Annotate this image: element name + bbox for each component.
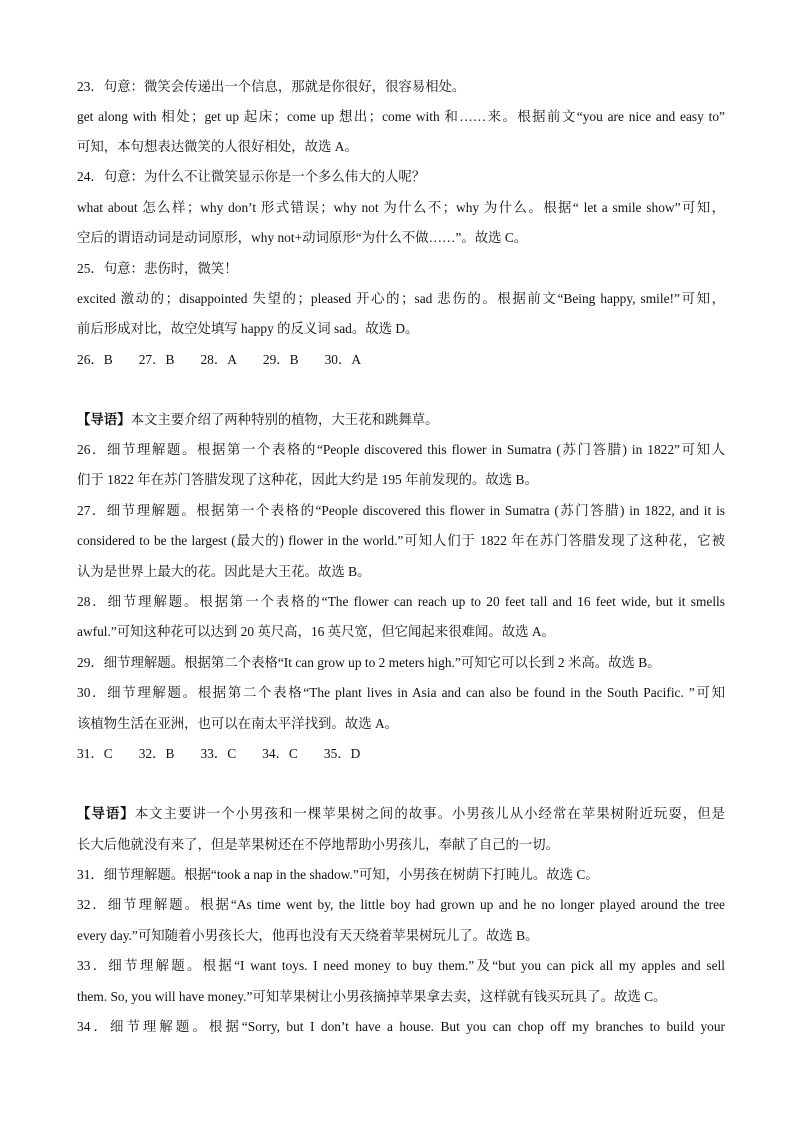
explanation-25-options: excited 激动的；disappointed 失望的；pleased 开心的；sad 悲伤的。根据前文“Being happy, smile!”可知， [77, 291, 725, 306]
guide-text: 本文主要介绍了两种特别的植物，大王花和跳舞草。 [130, 412, 439, 427]
guide-label: 【导语】 [77, 412, 131, 427]
explanation-line: 们于 1822 年在苏门答腊发现了这种花，因此大约是 195 年前发现的。故选 B。 [77, 472, 538, 487]
explanation-line: them. So, you will have money.”可知苹果树让小男孩摘掉苹果拿去卖，这样就有钱买玩具了。故选 C。 [77, 989, 667, 1004]
explanation-24-answer: 空后的谓语动词是动词原形，why not+动词原形“为什么不做……”。故选 C。 [77, 230, 528, 245]
explanation-line: 29．细节理解题。根据第二个表格“It can grow up to 2 meters high.”可知它可以长到 2 米高。故选 B。 [77, 655, 661, 670]
answer-item: 30．A [324, 352, 362, 367]
explanation-line: 该植物生活在亚洲，也可以在南太平洋找到。故选 A。 [77, 716, 399, 731]
explanation-line: 28．细节理解题。根据第一个表格的“The flower can reach up to 20 feet tall and 16 feet wide, but it smells [77, 594, 725, 609]
explanation-line: 31．细节理解题。根据“took a nap in the shadow.”可知，小男孩在树荫下打盹儿。故选 C。 [77, 867, 599, 882]
explanation-line: every day.”可知随着小男孩长大，他再也没有天天绕着苹果树玩儿了。故选 B。 [77, 928, 539, 943]
answer-item: 33．C [200, 746, 237, 761]
guide-paragraph-plants [77, 410, 725, 430]
explanation-25-title: 25．句意：悲伤时，微笑！ [77, 261, 238, 276]
explanation-line: 34．细节理解题。根据“Sorry, but I don’t have a house. But you can chop off my branches to build your [77, 1019, 725, 1034]
explanation-24-options: what about 怎么样；why don’t 形式错误；why not 为什么不；why 为什么。根据“ let a smile show”可知， [77, 200, 725, 215]
explanation-24-title: 24．句意：为什么不让微笑显示你是一个多么伟大的人呢？ [77, 169, 426, 184]
guide-label: 【导语】 [77, 806, 135, 821]
answer-item: 31．C [77, 746, 113, 761]
explanation-23-title: 23．句意：微笑会传递出一个信息，那就是你很好，很容易相处。 [77, 79, 466, 94]
explanation-line: 32．细节理解题。根据“As time went by, the little boy had grown up and he no longer played around the tree [77, 897, 725, 912]
explanation-23-answer: 可知，本句想表达微笑的人很好相处，故选 A。 [77, 139, 358, 154]
explanation-line: 27．细节理解题。根据第一个表格的“People discovered this flower in Sumatra (苏门答腊) in 1822, and it is [77, 503, 725, 518]
explanation-line: 长大后他就没有来了，但是苹果树还在不停地帮助小男孩儿，奉献了自己的一切。 [77, 837, 560, 852]
guide-paragraph-apple-tree [77, 804, 725, 824]
explanation-line: 33．细节理解题。根据“I want toys. I need money to buy them.”及“but you can pick all my apples and sell [77, 958, 725, 973]
answer-item: 35．D [323, 746, 361, 761]
answer-item: 28．A [200, 352, 237, 367]
explanation-25-answer: 前后形成对比，故空处填写 happy 的反义词 sad。故选 D。 [77, 321, 419, 336]
explanation-line: 30．细节理解题。根据第二个表格“The plant lives in Asia and can also be found in the South Pacific. ”可知 [77, 685, 725, 700]
answer-item: 26．B [77, 352, 113, 367]
answer-key-26-30 [77, 350, 725, 370]
answer-item: 27．B [138, 352, 175, 367]
explanation-line: 认为是世界上最大的花。因此是大王花。故选 B。 [77, 564, 371, 579]
answer-item: 34．C [262, 746, 298, 761]
explanation-line: considered to be the largest (最大的) flower in the world.”可知人们于 1822 年在苏门答腊发现了这种花，它被 [77, 533, 725, 548]
guide-text: 本文主要讲一个小男孩和一棵苹果树之间的故事。小男孩儿从小经常在苹果树附近玩耍，但是 [134, 806, 725, 821]
answer-item: 29．B [262, 352, 299, 367]
answer-item: 32．B [138, 746, 175, 761]
explanation-line: awful.”可知这种花可以达到 20 英尺高，16 英尺宽，但它闻起来很难闻。故选 A。 [77, 624, 555, 639]
explanation-line: 26．细节理解题。根据第一个表格的“People discovered this flower in Sumatra (苏门答腊) in 1822”可知人 [77, 442, 725, 457]
answer-key-31-35 [77, 744, 725, 764]
explanation-23-options: get along with 相处；get up 起床；come up 想出；come with 和……来。根据前文“you are nice and easy to” [77, 109, 725, 124]
